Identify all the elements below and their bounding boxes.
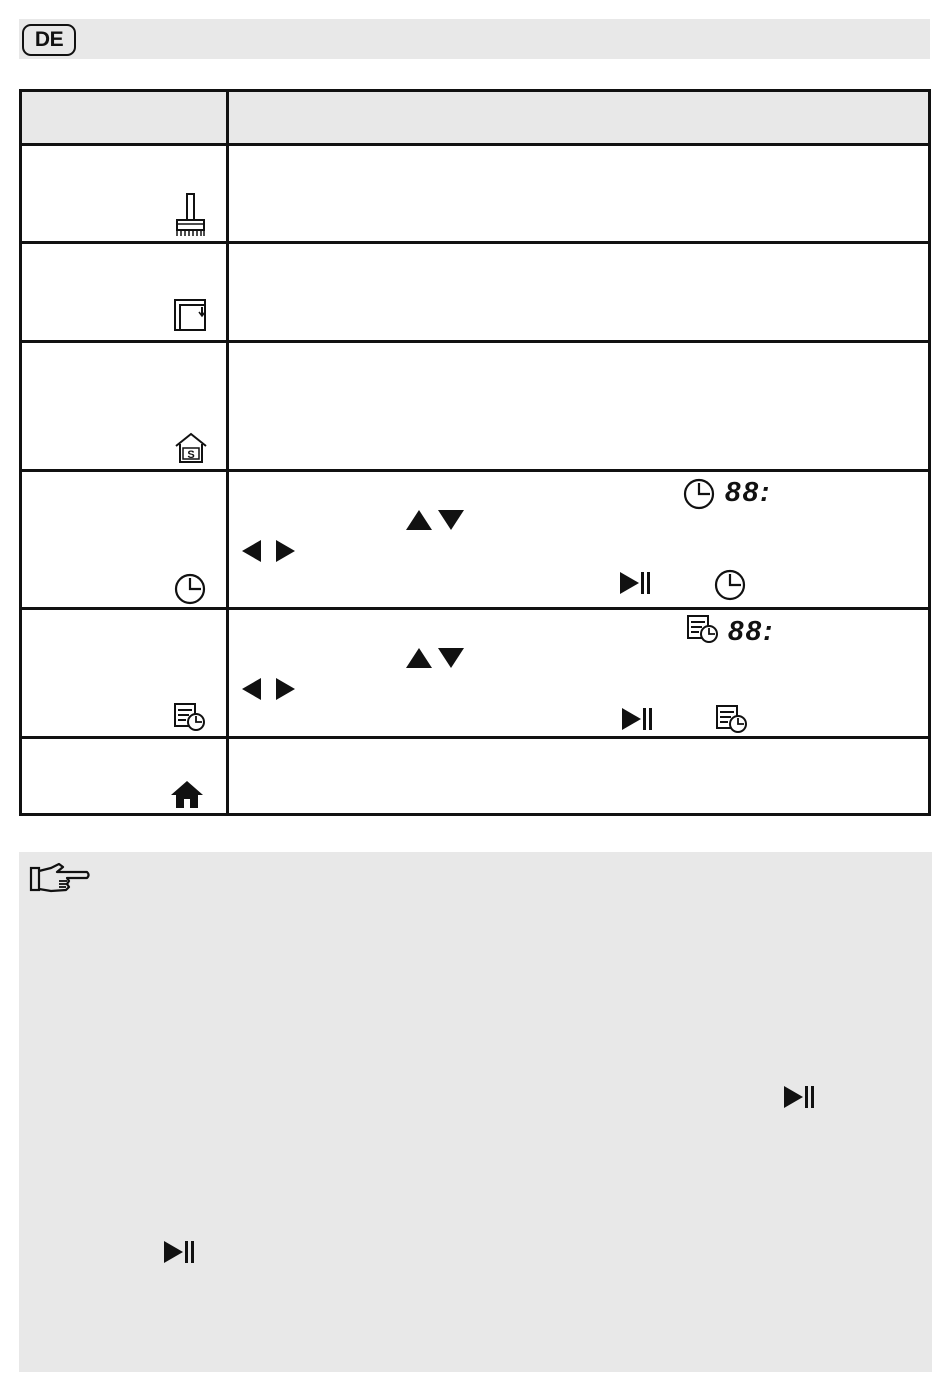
arrow-up-icon: [405, 646, 433, 670]
function-table: [19, 89, 931, 816]
clock-icon: [713, 568, 747, 602]
table-row: [19, 739, 928, 813]
home-s-icon: [173, 431, 209, 465]
schedule-clock-icon: [173, 702, 207, 732]
arrow-right-icon: [274, 539, 296, 563]
arrow-left-icon: [241, 539, 263, 563]
play-pause-icon: [621, 706, 655, 732]
arrow-down-icon: [437, 508, 465, 532]
door-icon: [173, 298, 207, 332]
home-filled-icon: [170, 779, 204, 809]
language-badge: DE: [22, 24, 76, 56]
schedule-clock-icon: [686, 614, 720, 644]
arrow-up-icon: [405, 508, 433, 532]
arrow-down-icon: [437, 646, 465, 670]
arrow-left-icon: [241, 677, 263, 701]
table-row: [19, 146, 928, 241]
clock-icon: [173, 572, 207, 606]
brush-icon: [173, 192, 209, 238]
clock-icon: [682, 477, 716, 511]
pointing-hand-icon: [29, 862, 91, 896]
segment-display: 88:: [725, 476, 772, 507]
play-pause-icon: [163, 1239, 197, 1265]
arrow-right-icon: [274, 677, 296, 701]
note-box: [19, 852, 932, 1372]
table-header: [19, 89, 931, 145]
table-row: [19, 610, 928, 736]
play-pause-icon: [783, 1084, 817, 1110]
table-row: [19, 343, 928, 469]
svg-text:S: S: [187, 449, 195, 461]
table-row: [19, 472, 928, 607]
segment-display: 88:: [728, 615, 775, 646]
play-pause-icon: [619, 570, 653, 596]
table-row: [19, 244, 928, 340]
schedule-clock-icon: [715, 704, 749, 734]
language-bar: [19, 19, 930, 59]
